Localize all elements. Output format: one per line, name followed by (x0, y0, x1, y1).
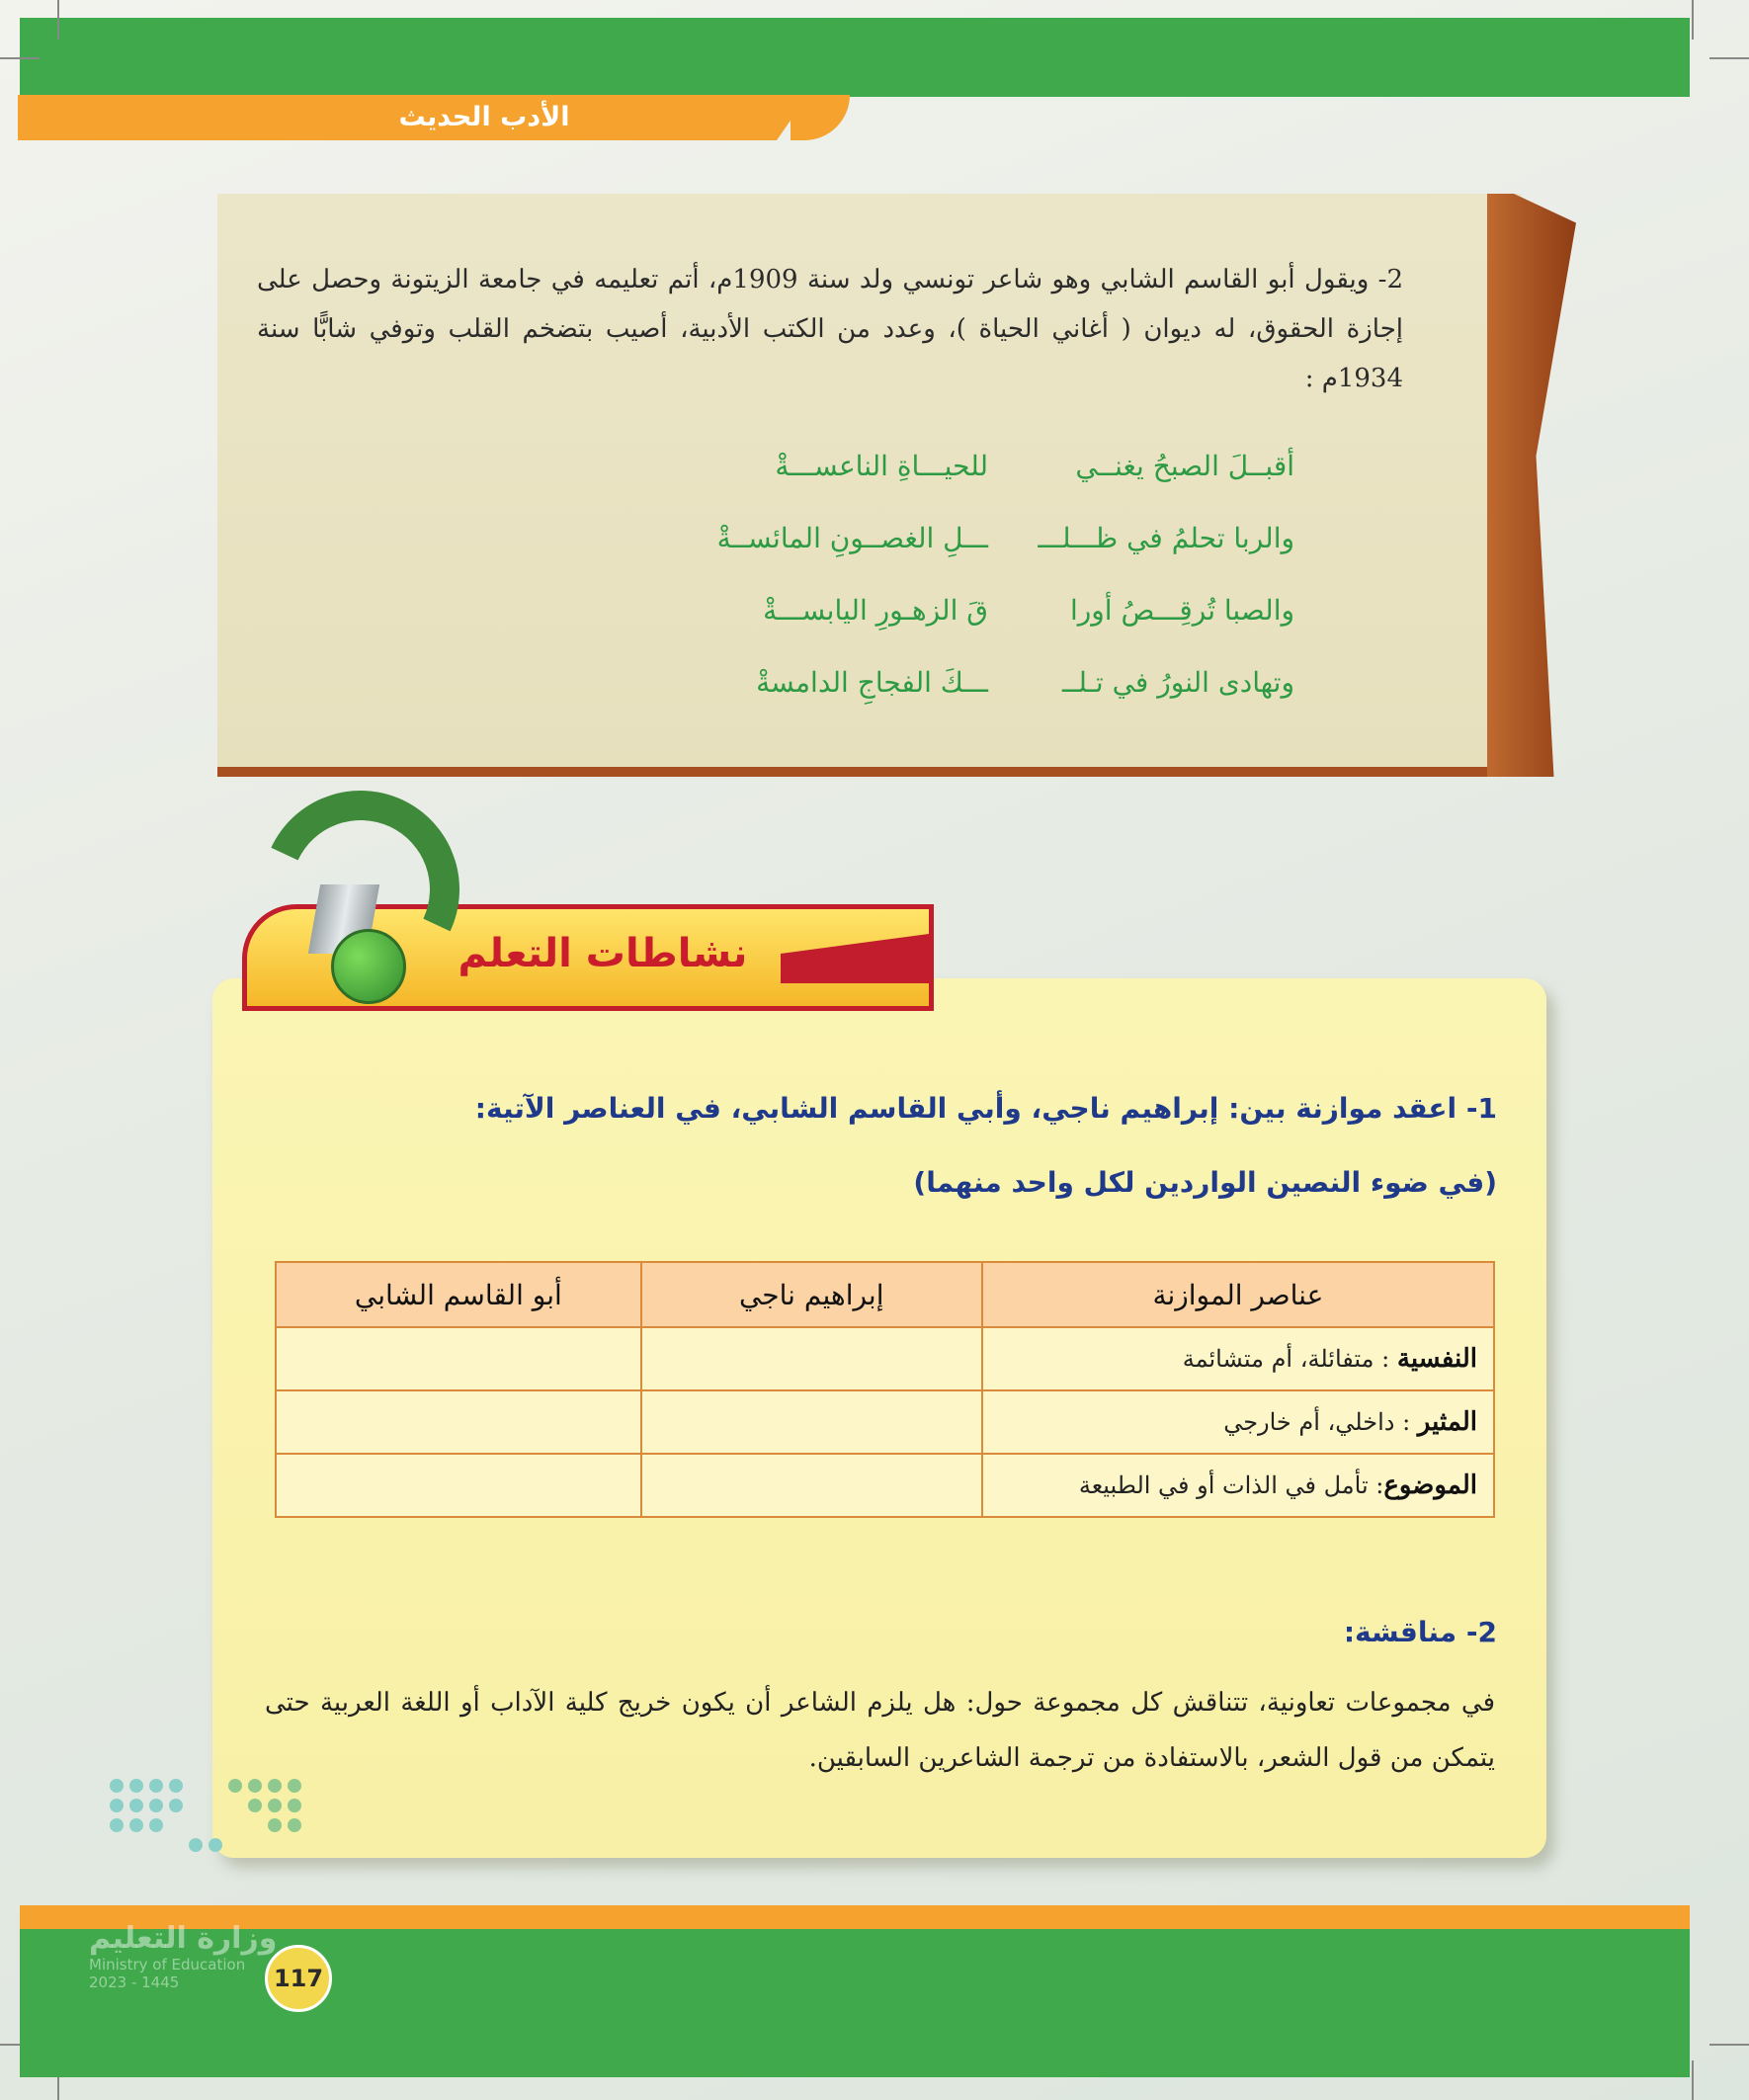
element-desc: : داخلي، أم خارجي (1223, 1408, 1418, 1436)
element-desc: : متفائلة، أم متشائمة (1182, 1345, 1397, 1373)
table-row (276, 1327, 1494, 1390)
verse-first-half: والربا تحلمُ في ظـــلـــ (1038, 522, 1294, 554)
table-cell-empty[interactable] (276, 1390, 641, 1454)
table-cell-element (982, 1390, 1494, 1454)
crop-mark (1709, 2044, 1749, 2046)
element-term: المثير (1417, 1407, 1477, 1437)
verse-second-half: ـــكَ الفجاجِ الدامسةْ (756, 666, 988, 699)
table-header-shabi: أبو القاسم الشابي (276, 1262, 641, 1327)
table-cell-empty[interactable] (641, 1327, 982, 1390)
verse-first-half: أقبــلَ الصبحُ يغنــي (1075, 450, 1294, 482)
section-title: الأدب الحديث (398, 102, 570, 132)
crop-mark (0, 57, 40, 59)
header-orange-tab-curve (791, 95, 850, 140)
verse-first-half: والصبا تُرقِـــصُ أورا (1069, 594, 1294, 627)
crop-mark (1692, 0, 1694, 40)
ministry-logo-dots (94, 1779, 311, 1897)
learning-activities-title: نشاطات التعلم (458, 931, 748, 976)
bio-card-page-curl (1487, 194, 1576, 777)
crop-mark (57, 0, 59, 40)
table-header-naji: إبراهيم ناجي (641, 1262, 982, 1327)
verse-first-half: وتهادى النورُ في تـلــ (1062, 666, 1294, 699)
question-2-text: في مجموعات تعاونية، تتناقش كل مجموعة حول: هل يلزم الشاعر أن يكون خريج كلية الآداب أو اللغة العربية حتى يتمكن من قول الشعر، بالاستفادة من ترجمة الشاعرين السابقين. (265, 1688, 1495, 1773)
top-green-bar (20, 18, 1690, 97)
verse-second-half: قَ الزهـورِ اليابســـةْ (763, 594, 988, 627)
page-number: 117 (265, 1945, 332, 2012)
question-1-line-2: (في ضوء النصين الواردين لكل واحد منهما) (913, 1166, 1497, 1199)
table-cell-empty[interactable] (276, 1327, 641, 1390)
ministry-year: 2023 - 1445 (89, 1974, 180, 1991)
crop-mark (1709, 57, 1749, 59)
table-header-elements: عناصر الموازنة (982, 1262, 1494, 1327)
table-row (276, 1454, 1494, 1517)
table-cell-empty[interactable] (641, 1454, 982, 1517)
element-term: النفسية (1396, 1344, 1477, 1374)
verse-second-half: ـــلِ الغصــونِ المائســةْ (716, 522, 988, 554)
verse-second-half: للحيـــاةِ الناعســـةْ (775, 450, 988, 482)
element-desc: : تأمل في الذات أو في الطبيعة (1078, 1471, 1384, 1499)
question-mark-icon-dot (331, 929, 406, 1004)
table-cell-empty[interactable] (641, 1390, 982, 1454)
table-row (276, 1390, 1494, 1454)
comparison-table (275, 1261, 1495, 1518)
crop-mark (1692, 2060, 1694, 2100)
table-cell-element (982, 1454, 1494, 1517)
ministry-name-en: Ministry of Education (89, 1956, 246, 1974)
table-cell-empty[interactable] (276, 1454, 641, 1517)
bio-paragraph: 2- ويقول أبو القاسم الشابي وهو شاعر تونسي ولد سنة 1909م، أتم تعليمه في جامعة الزيتونة وحصل على إجازة الحقوق، له ديوان ( أغاني الحياة )، وعدد من الكتب الأدبية، أصيب بتضخم القلب وتوفي شابًّا سنة 1934م : (257, 265, 1403, 393)
ministry-name-ar: وزارة التعليم (89, 1921, 278, 1956)
table-header-row (276, 1262, 1494, 1327)
question-1-line-1: 1- اعقد موازنة بين: إبراهيم ناجي، وأبي القاسم الشابي، في العناصر الآتية: (474, 1092, 1497, 1125)
element-term: الموضوع (1383, 1470, 1477, 1500)
question-2-title: 2- مناقشة: (1343, 1616, 1497, 1648)
table-cell-element (982, 1327, 1494, 1390)
